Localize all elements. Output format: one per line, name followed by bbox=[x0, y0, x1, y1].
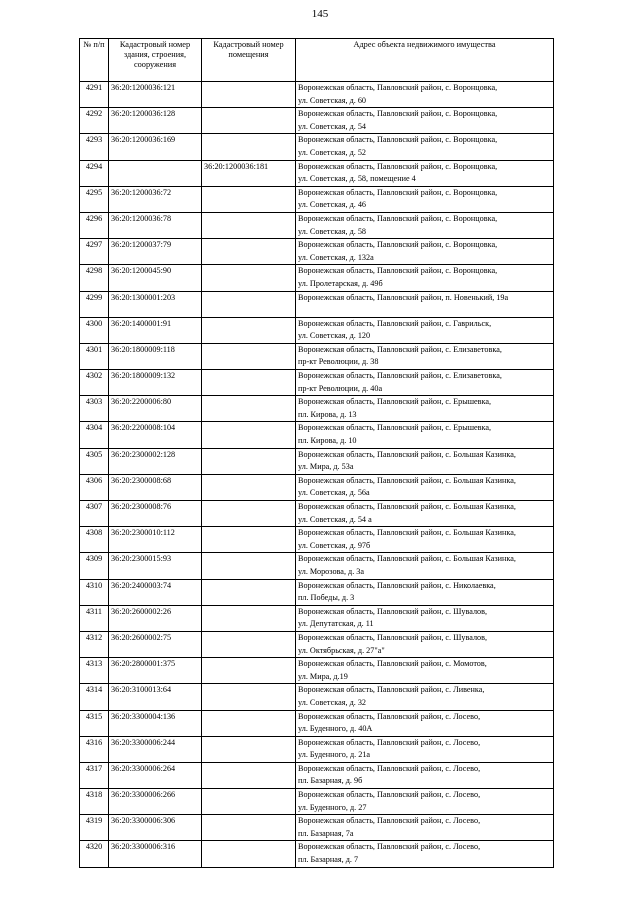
room-cadastral-number bbox=[202, 370, 296, 396]
page-number: 145 bbox=[311, 8, 329, 20]
table-row bbox=[80, 710, 554, 736]
address-line-2: пл. Кирова, д. 10 bbox=[298, 436, 357, 446]
address-line-1: Воронежская область, Павловский район, с. Большая Казинка, bbox=[298, 554, 516, 564]
row-number: 4294 bbox=[80, 160, 109, 186]
address-line-2: ул. Советская, д. 58 bbox=[298, 226, 367, 236]
table-row bbox=[80, 239, 554, 265]
row-number: 4319 bbox=[80, 815, 109, 841]
table-row bbox=[80, 553, 554, 579]
row-number: 4305 bbox=[80, 448, 109, 474]
address-line-2: ул. Мира, д. 53а bbox=[298, 462, 354, 472]
row-number: 4307 bbox=[80, 501, 109, 527]
row-number: 4318 bbox=[80, 789, 109, 815]
row-number: 4301 bbox=[80, 343, 109, 369]
building-cadastral-number: 36:20:2600002:75 bbox=[109, 631, 202, 657]
table-row bbox=[80, 396, 554, 422]
room-cadastral-number bbox=[202, 501, 296, 527]
table-row bbox=[80, 448, 554, 474]
building-cadastral-number: 36:20:3300006:306 bbox=[109, 815, 202, 841]
row-number: 4308 bbox=[80, 527, 109, 553]
room-cadastral-number bbox=[202, 134, 296, 160]
room-cadastral-number bbox=[202, 212, 296, 238]
table-row bbox=[80, 684, 554, 710]
address-line-1: Воронежская область, Павловский район, с. Воронцовка, bbox=[298, 266, 498, 276]
address-cell bbox=[296, 291, 554, 317]
room-cadastral-number bbox=[202, 553, 296, 579]
building-cadastral-number: 36:20:1400001:91 bbox=[109, 317, 202, 343]
building-cadastral-number: 36:20:1200037:79 bbox=[109, 239, 202, 265]
address-line-1: Воронежская область, Павловский район, с. Лосево, bbox=[298, 737, 481, 747]
table-row bbox=[80, 82, 554, 108]
row-number: 4304 bbox=[80, 422, 109, 448]
table-body bbox=[80, 82, 554, 868]
header-room-cadastral: Кадастровый номер помещения bbox=[202, 39, 296, 82]
row-number: 4311 bbox=[80, 605, 109, 631]
building-cadastral-number: 36:20:2300002:128 bbox=[109, 448, 202, 474]
address-line-1: Воронежская область, Павловский район, с. Гаврильск, bbox=[298, 318, 492, 328]
building-cadastral-number: 36:20:2300015:93 bbox=[109, 553, 202, 579]
address-line-2: ул. Буденного, д. 21а bbox=[298, 750, 371, 760]
table-row bbox=[80, 317, 554, 343]
address-cell bbox=[296, 605, 554, 631]
building-cadastral-number: 36:20:1300001:203 bbox=[109, 291, 202, 317]
address-cell bbox=[296, 762, 554, 788]
address-line-2: пр-кт Революции, д. 38 bbox=[298, 357, 379, 367]
address-line-1: Воронежская область, Павловский район, с. Момотов, bbox=[298, 659, 487, 669]
building-cadastral-number: 36:20:1200036:128 bbox=[109, 108, 202, 134]
room-cadastral-number bbox=[202, 527, 296, 553]
room-cadastral-number bbox=[202, 789, 296, 815]
table-row bbox=[80, 527, 554, 553]
room-cadastral-number bbox=[202, 186, 296, 212]
table-row bbox=[80, 134, 554, 160]
address-line-2: ул. Советская, д. 120 bbox=[298, 331, 371, 341]
address-line-2: ул. Советская, д. 132а bbox=[298, 252, 374, 262]
row-number: 4293 bbox=[80, 134, 109, 160]
address-line-1: Воронежская область, Павловский район, с. Воронцовка, bbox=[298, 83, 498, 92]
address-cell bbox=[296, 474, 554, 500]
address-line-1: Воронежская область, Павловский район, с. Лосево, bbox=[298, 842, 481, 852]
address-line-1: Воронежская область, Павловский район, с. Большая Казинка, bbox=[298, 528, 516, 538]
header-row-number: № п/п bbox=[80, 39, 109, 82]
row-number: 4300 bbox=[80, 317, 109, 343]
address-line-1: Воронежская область, Павловский район, с. Большая Казинка, bbox=[298, 475, 516, 485]
address-line-1: Воронежская область, Павловский район, с. Елизаветовка, bbox=[298, 371, 502, 381]
address-line-2: ул. Советская, д. 46 bbox=[298, 200, 367, 210]
address-line-1: Воронежская область, Павловский район, с. Воронцовка, bbox=[298, 213, 498, 223]
address-cell bbox=[296, 815, 554, 841]
row-number: 4316 bbox=[80, 736, 109, 762]
address-line-1: Воронежская область, Павловский район, с. Лосево, bbox=[298, 763, 481, 773]
room-cadastral-number bbox=[202, 82, 296, 108]
address-line-2: ул. Советская, д. 60 bbox=[298, 95, 367, 105]
address-line-1: Воронежская область, Павловский район, с. Шувалов, bbox=[298, 606, 488, 616]
table-row bbox=[80, 605, 554, 631]
room-cadastral-number bbox=[202, 474, 296, 500]
table-row bbox=[80, 343, 554, 369]
table-row bbox=[80, 789, 554, 815]
address-cell bbox=[296, 789, 554, 815]
table-row bbox=[80, 422, 554, 448]
address-line-1: Воронежская область, Павловский район, с. Воронцовка, bbox=[298, 109, 498, 119]
property-registry-table bbox=[79, 38, 554, 868]
address-line-1: Воронежская область, Павловский район, с. Елизаветовка, bbox=[298, 344, 502, 354]
building-cadastral-number: 36:20:2200008:104 bbox=[109, 422, 202, 448]
address-cell bbox=[296, 108, 554, 134]
building-cadastral-number: 36:20:1800009:132 bbox=[109, 370, 202, 396]
table-row bbox=[80, 815, 554, 841]
address-line-1: Воронежская область, Павловский район, с. Большая Казинка, bbox=[298, 449, 516, 459]
address-line-2: ул. Советская, д. 52 bbox=[298, 147, 367, 157]
table-row bbox=[80, 474, 554, 500]
table-row bbox=[80, 291, 554, 317]
address-line-2: ул. Буденного, д. 40А bbox=[298, 724, 373, 734]
address-cell bbox=[296, 501, 554, 527]
row-number: 4315 bbox=[80, 710, 109, 736]
room-cadastral-number bbox=[202, 736, 296, 762]
row-number: 4292 bbox=[80, 108, 109, 134]
building-cadastral-number: 36:20:2400003:74 bbox=[109, 579, 202, 605]
building-cadastral-number: 36:20:1800009:118 bbox=[109, 343, 202, 369]
address-line-1: Воронежская область, Павловский район, с. Лосево, bbox=[298, 790, 481, 800]
address-line-1: Воронежская область, Павловский район, п. Новенький, 19а bbox=[298, 292, 509, 302]
address-line-1: Воронежская область, Павловский район, с. Шувалов, bbox=[298, 632, 488, 642]
room-cadastral-number bbox=[202, 658, 296, 684]
address-line-1: Воронежская область, Павловский район, с. Воронцовка, bbox=[298, 240, 498, 250]
building-cadastral-number: 36:20:2600002:26 bbox=[109, 605, 202, 631]
address-cell bbox=[296, 631, 554, 657]
address-line-2: ул. Советская, д. 58, помещение 4 bbox=[298, 174, 416, 184]
row-number: 4309 bbox=[80, 553, 109, 579]
address-line-2: ул. Депутатская, д. 11 bbox=[298, 619, 374, 629]
table-row bbox=[80, 658, 554, 684]
address-cell bbox=[296, 710, 554, 736]
row-number: 4317 bbox=[80, 762, 109, 788]
building-cadastral-number: 36:20:1200036:78 bbox=[109, 212, 202, 238]
address-cell bbox=[296, 265, 554, 291]
building-cadastral-number: 36:20:2800001:375 bbox=[109, 658, 202, 684]
room-cadastral-number bbox=[202, 239, 296, 265]
row-number: 4291 bbox=[80, 82, 109, 108]
header-address: Адрес объекта недвижимого имущества bbox=[296, 39, 554, 82]
address-cell bbox=[296, 134, 554, 160]
address-line-2: пл. Базарная, 7а bbox=[298, 828, 354, 838]
address-cell bbox=[296, 448, 554, 474]
room-cadastral-number bbox=[202, 710, 296, 736]
row-number: 4320 bbox=[80, 841, 109, 867]
address-cell bbox=[296, 82, 554, 108]
address-line-2: ул. Морозова, д. 3а bbox=[298, 566, 365, 576]
room-cadastral-number bbox=[202, 631, 296, 657]
address-line-1: Воронежская область, Павловский район, с. Ерышевка, bbox=[298, 397, 492, 407]
address-line-2: ул. Октябрьская, д. 27"а" bbox=[298, 645, 385, 655]
row-number: 4297 bbox=[80, 239, 109, 265]
address-line-2: пл. Победы, д. 3 bbox=[298, 593, 355, 603]
address-cell bbox=[296, 160, 554, 186]
address-line-1: Воронежская область, Павловский район, с. Воронцовка, bbox=[298, 187, 498, 197]
address-cell bbox=[296, 343, 554, 369]
building-cadastral-number: 36:20:1200036:169 bbox=[109, 134, 202, 160]
room-cadastral-number bbox=[202, 605, 296, 631]
address-line-2: ул. Мира, д.19 bbox=[298, 671, 348, 681]
address-line-1: Воронежская область, Павловский район, с. Николаевка, bbox=[298, 580, 496, 590]
address-line-1: Воронежская область, Павловский район, с. Лосево, bbox=[298, 816, 481, 826]
building-cadastral-number: 36:20:1200036:121 bbox=[109, 82, 202, 108]
table-row bbox=[80, 160, 554, 186]
address-line-2: пл. Кирова, д. 13 bbox=[298, 409, 357, 419]
address-line-1: Воронежская область, Павловский район, с. Лосево, bbox=[298, 711, 481, 721]
row-number: 4299 bbox=[80, 291, 109, 317]
building-cadastral-number: 36:20:2200006:80 bbox=[109, 396, 202, 422]
table-row bbox=[80, 265, 554, 291]
table-row bbox=[80, 186, 554, 212]
building-cadastral-number bbox=[109, 160, 202, 186]
building-cadastral-number: 36:20:1200045:90 bbox=[109, 265, 202, 291]
row-number: 4306 bbox=[80, 474, 109, 500]
address-cell bbox=[296, 553, 554, 579]
building-cadastral-number: 36:20:3300006:266 bbox=[109, 789, 202, 815]
address-line-2: ул. Советская, д. 32 bbox=[298, 697, 367, 707]
header-building-cadastral: Кадастровый номер здания, строения, сооружения bbox=[109, 39, 202, 82]
address-line-1: Воронежская область, Павловский район, с. Ерышевка, bbox=[298, 423, 492, 433]
address-cell bbox=[296, 841, 554, 867]
row-number: 4298 bbox=[80, 265, 109, 291]
address-line-2: пр-кт Революции, д. 40а bbox=[298, 383, 383, 393]
building-cadastral-number: 36:20:3300006:264 bbox=[109, 762, 202, 788]
address-line-2: пл. Базарная, д. 7 bbox=[298, 855, 359, 865]
address-line-2: ул. Советская, д. 56а bbox=[298, 488, 370, 498]
row-number: 4314 bbox=[80, 684, 109, 710]
building-cadastral-number: 36:20:2300010:112 bbox=[109, 527, 202, 553]
room-cadastral-number bbox=[202, 815, 296, 841]
table-row bbox=[80, 501, 554, 527]
room-cadastral-number bbox=[202, 317, 296, 343]
room-cadastral-number bbox=[202, 108, 296, 134]
address-cell bbox=[296, 317, 554, 343]
table-row bbox=[80, 631, 554, 657]
address-line-1: Воронежская область, Павловский район, с. Ливенка, bbox=[298, 685, 485, 695]
building-cadastral-number: 36:20:3100013:64 bbox=[109, 684, 202, 710]
row-number: 4295 bbox=[80, 186, 109, 212]
row-number: 4312 bbox=[80, 631, 109, 657]
table-row bbox=[80, 108, 554, 134]
address-cell bbox=[296, 239, 554, 265]
table-row bbox=[80, 370, 554, 396]
address-cell bbox=[296, 186, 554, 212]
address-cell bbox=[296, 579, 554, 605]
building-cadastral-number: 36:20:2300008:76 bbox=[109, 501, 202, 527]
table-header-row bbox=[80, 39, 554, 82]
room-cadastral-number bbox=[202, 684, 296, 710]
address-cell bbox=[296, 527, 554, 553]
room-cadastral-number bbox=[202, 579, 296, 605]
table-row bbox=[80, 212, 554, 238]
address-line-2: ул. Пролетарская, д. 49б bbox=[298, 278, 383, 288]
address-line-2: пл. Базарная, д. 9б bbox=[298, 776, 363, 786]
address-line-2: ул. Советская, д. 54 bbox=[298, 121, 367, 131]
room-cadastral-number bbox=[202, 841, 296, 867]
room-cadastral-number: 36:20:1200036:181 bbox=[202, 160, 296, 186]
address-cell bbox=[296, 658, 554, 684]
address-cell bbox=[296, 212, 554, 238]
row-number: 4313 bbox=[80, 658, 109, 684]
address-cell bbox=[296, 684, 554, 710]
address-line-2: ул. Советская, д. 54 а bbox=[298, 514, 372, 524]
building-cadastral-number: 36:20:3300004:136 bbox=[109, 710, 202, 736]
building-cadastral-number: 36:20:3300006:244 bbox=[109, 736, 202, 762]
row-number: 4303 bbox=[80, 396, 109, 422]
address-cell bbox=[296, 422, 554, 448]
table-row bbox=[80, 762, 554, 788]
row-number: 4296 bbox=[80, 212, 109, 238]
table-row bbox=[80, 841, 554, 867]
room-cadastral-number bbox=[202, 265, 296, 291]
address-line-1: Воронежская область, Павловский район, с. Большая Казинка, bbox=[298, 502, 516, 511]
building-cadastral-number: 36:20:3300006:316 bbox=[109, 841, 202, 867]
address-cell bbox=[296, 736, 554, 762]
building-cadastral-number: 36:20:1200036:72 bbox=[109, 186, 202, 212]
address-line-2: ул. Буденного, д. 27 bbox=[298, 802, 367, 812]
room-cadastral-number bbox=[202, 396, 296, 422]
room-cadastral-number bbox=[202, 762, 296, 788]
table-row bbox=[80, 736, 554, 762]
room-cadastral-number bbox=[202, 291, 296, 317]
table-row bbox=[80, 579, 554, 605]
address-line-1: Воронежская область, Павловский район, с. Воронцовка, bbox=[298, 135, 498, 145]
address-line-1: Воронежская область, Павловский район, с. Воронцовка, bbox=[298, 161, 498, 171]
address-cell bbox=[296, 370, 554, 396]
room-cadastral-number bbox=[202, 343, 296, 369]
building-cadastral-number: 36:20:2300008:68 bbox=[109, 474, 202, 500]
room-cadastral-number bbox=[202, 448, 296, 474]
row-number: 4310 bbox=[80, 579, 109, 605]
address-cell bbox=[296, 396, 554, 422]
room-cadastral-number bbox=[202, 422, 296, 448]
address-line-2: ул. Советская, д. 97б bbox=[298, 540, 371, 550]
row-number: 4302 bbox=[80, 370, 109, 396]
